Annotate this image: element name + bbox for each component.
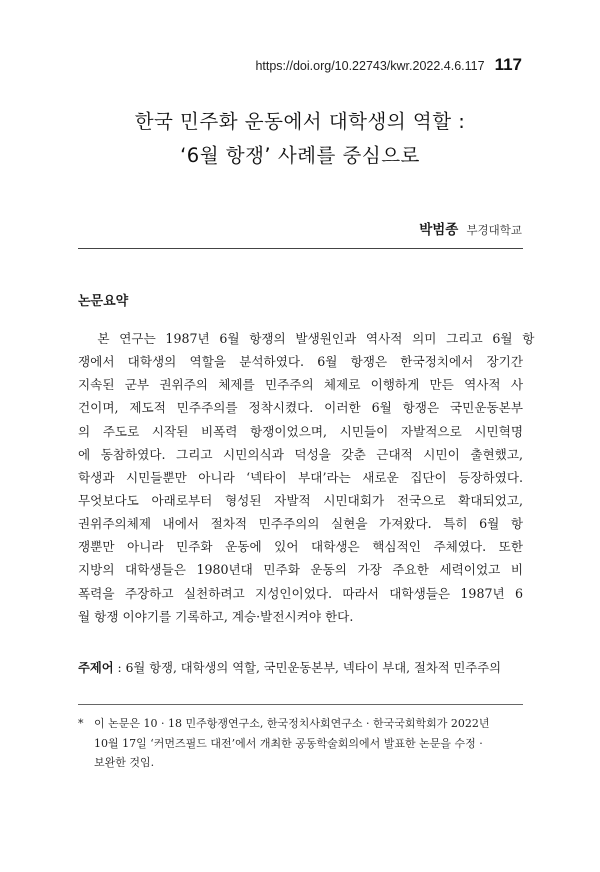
keywords-text: : 6월 항쟁, 대학생의 역할, 국민운동본부, 넥타이 부대, 절차적 민주주의 xyxy=(113,661,502,675)
abstract-line: 쟁뿐만 아니라 민주화 운동에 있어 대학생은 핵심적인 주체였다. 또한 xyxy=(78,539,523,555)
abstract-body xyxy=(78,327,535,628)
abstract-line: 쟁에서 대학생의 역할을 분석하였다. 6월 항쟁은 한국정치에서 장기간 xyxy=(78,354,523,370)
footnote xyxy=(78,714,523,773)
abstract-line: 월 항쟁 이야기를 기록하고, 계승·발전시켜야 한다. xyxy=(78,608,354,624)
footnote-line: 이 논문은 10 · 18 민주항쟁연구소, 한국정치사회연구소 · 한국국회학회가 2022년 xyxy=(94,717,490,730)
paper-title-line-1: 한국 민주화 운동에서 대학생의 역할 : xyxy=(134,110,466,133)
keywords-label: 주제어 xyxy=(78,661,114,675)
title-divider xyxy=(78,248,523,249)
footnote-mark: * xyxy=(78,717,84,730)
doi-link[interactable]: https://doi.org/10.22743/kwr.2022.4.6.117 xyxy=(255,59,485,73)
abstract-line: 건이며, 제도적 민주주의를 정착시켰다. 이러한 6월 항쟁은 국민운동본부 xyxy=(78,400,523,416)
author-name: 박범종 xyxy=(419,222,459,238)
abstract-line: 폭력을 주장하고 실천하려고 지성인이었다. 따라서 대학생들은 1987년 6 xyxy=(78,585,523,601)
abstract-line: 지방의 대학생들은 1980년대 민주화 운동의 가장 주요한 세력이었고 비 xyxy=(78,562,523,578)
abstract-line: 무엇보다도 아래로부터 형성된 자발적 시민대회가 전국으로 확대되었고, xyxy=(78,492,523,508)
abstract-line: 에 동참하였다. 그리고 시민의식과 덕성을 갖춘 근대적 시민이 출현했고, xyxy=(78,446,523,462)
footnote-line: 보완한 것임. xyxy=(94,756,155,769)
footnote-divider xyxy=(78,704,523,705)
abstract-heading: 논문요약 xyxy=(78,294,129,309)
author-block xyxy=(419,218,522,238)
footnote-line: 10월 17일 ‘커먼즈필드 대전’에서 개최한 공동학술회의에서 발표한 논문을 수정 · xyxy=(94,736,483,750)
keywords-line xyxy=(78,658,501,676)
footnote-text xyxy=(94,714,489,773)
paper-title-line-2: ‘6월 항쟁’ 사례를 중심으로 xyxy=(180,144,420,167)
page-number: 117 xyxy=(494,55,522,74)
running-header xyxy=(255,55,522,75)
abstract-line: 학생과 시민들뿐만 아니라 ‘넥타이 부대’라는 새로운 집단이 등장하였다. xyxy=(78,469,523,485)
author-affiliation: 부경대학교 xyxy=(466,223,522,237)
abstract-line: 지속된 군부 권위주의 체제를 민주주의 체제로 이행하게 만든 역사적 사 xyxy=(78,377,523,393)
abstract-line: 권위주의체제 내에서 절차적 민주주의의 실현을 가져왔다. 특히 6월 항 xyxy=(78,516,523,532)
abstract-line: 본 연구는 1987년 6월 항쟁의 발생원인과 역사적 의미 그리고 6월 항 xyxy=(78,331,535,346)
abstract-line: 의 주도로 시작된 비폭력 항쟁이었으며, 시민들이 자발적으로 시민혁명 xyxy=(78,423,523,439)
